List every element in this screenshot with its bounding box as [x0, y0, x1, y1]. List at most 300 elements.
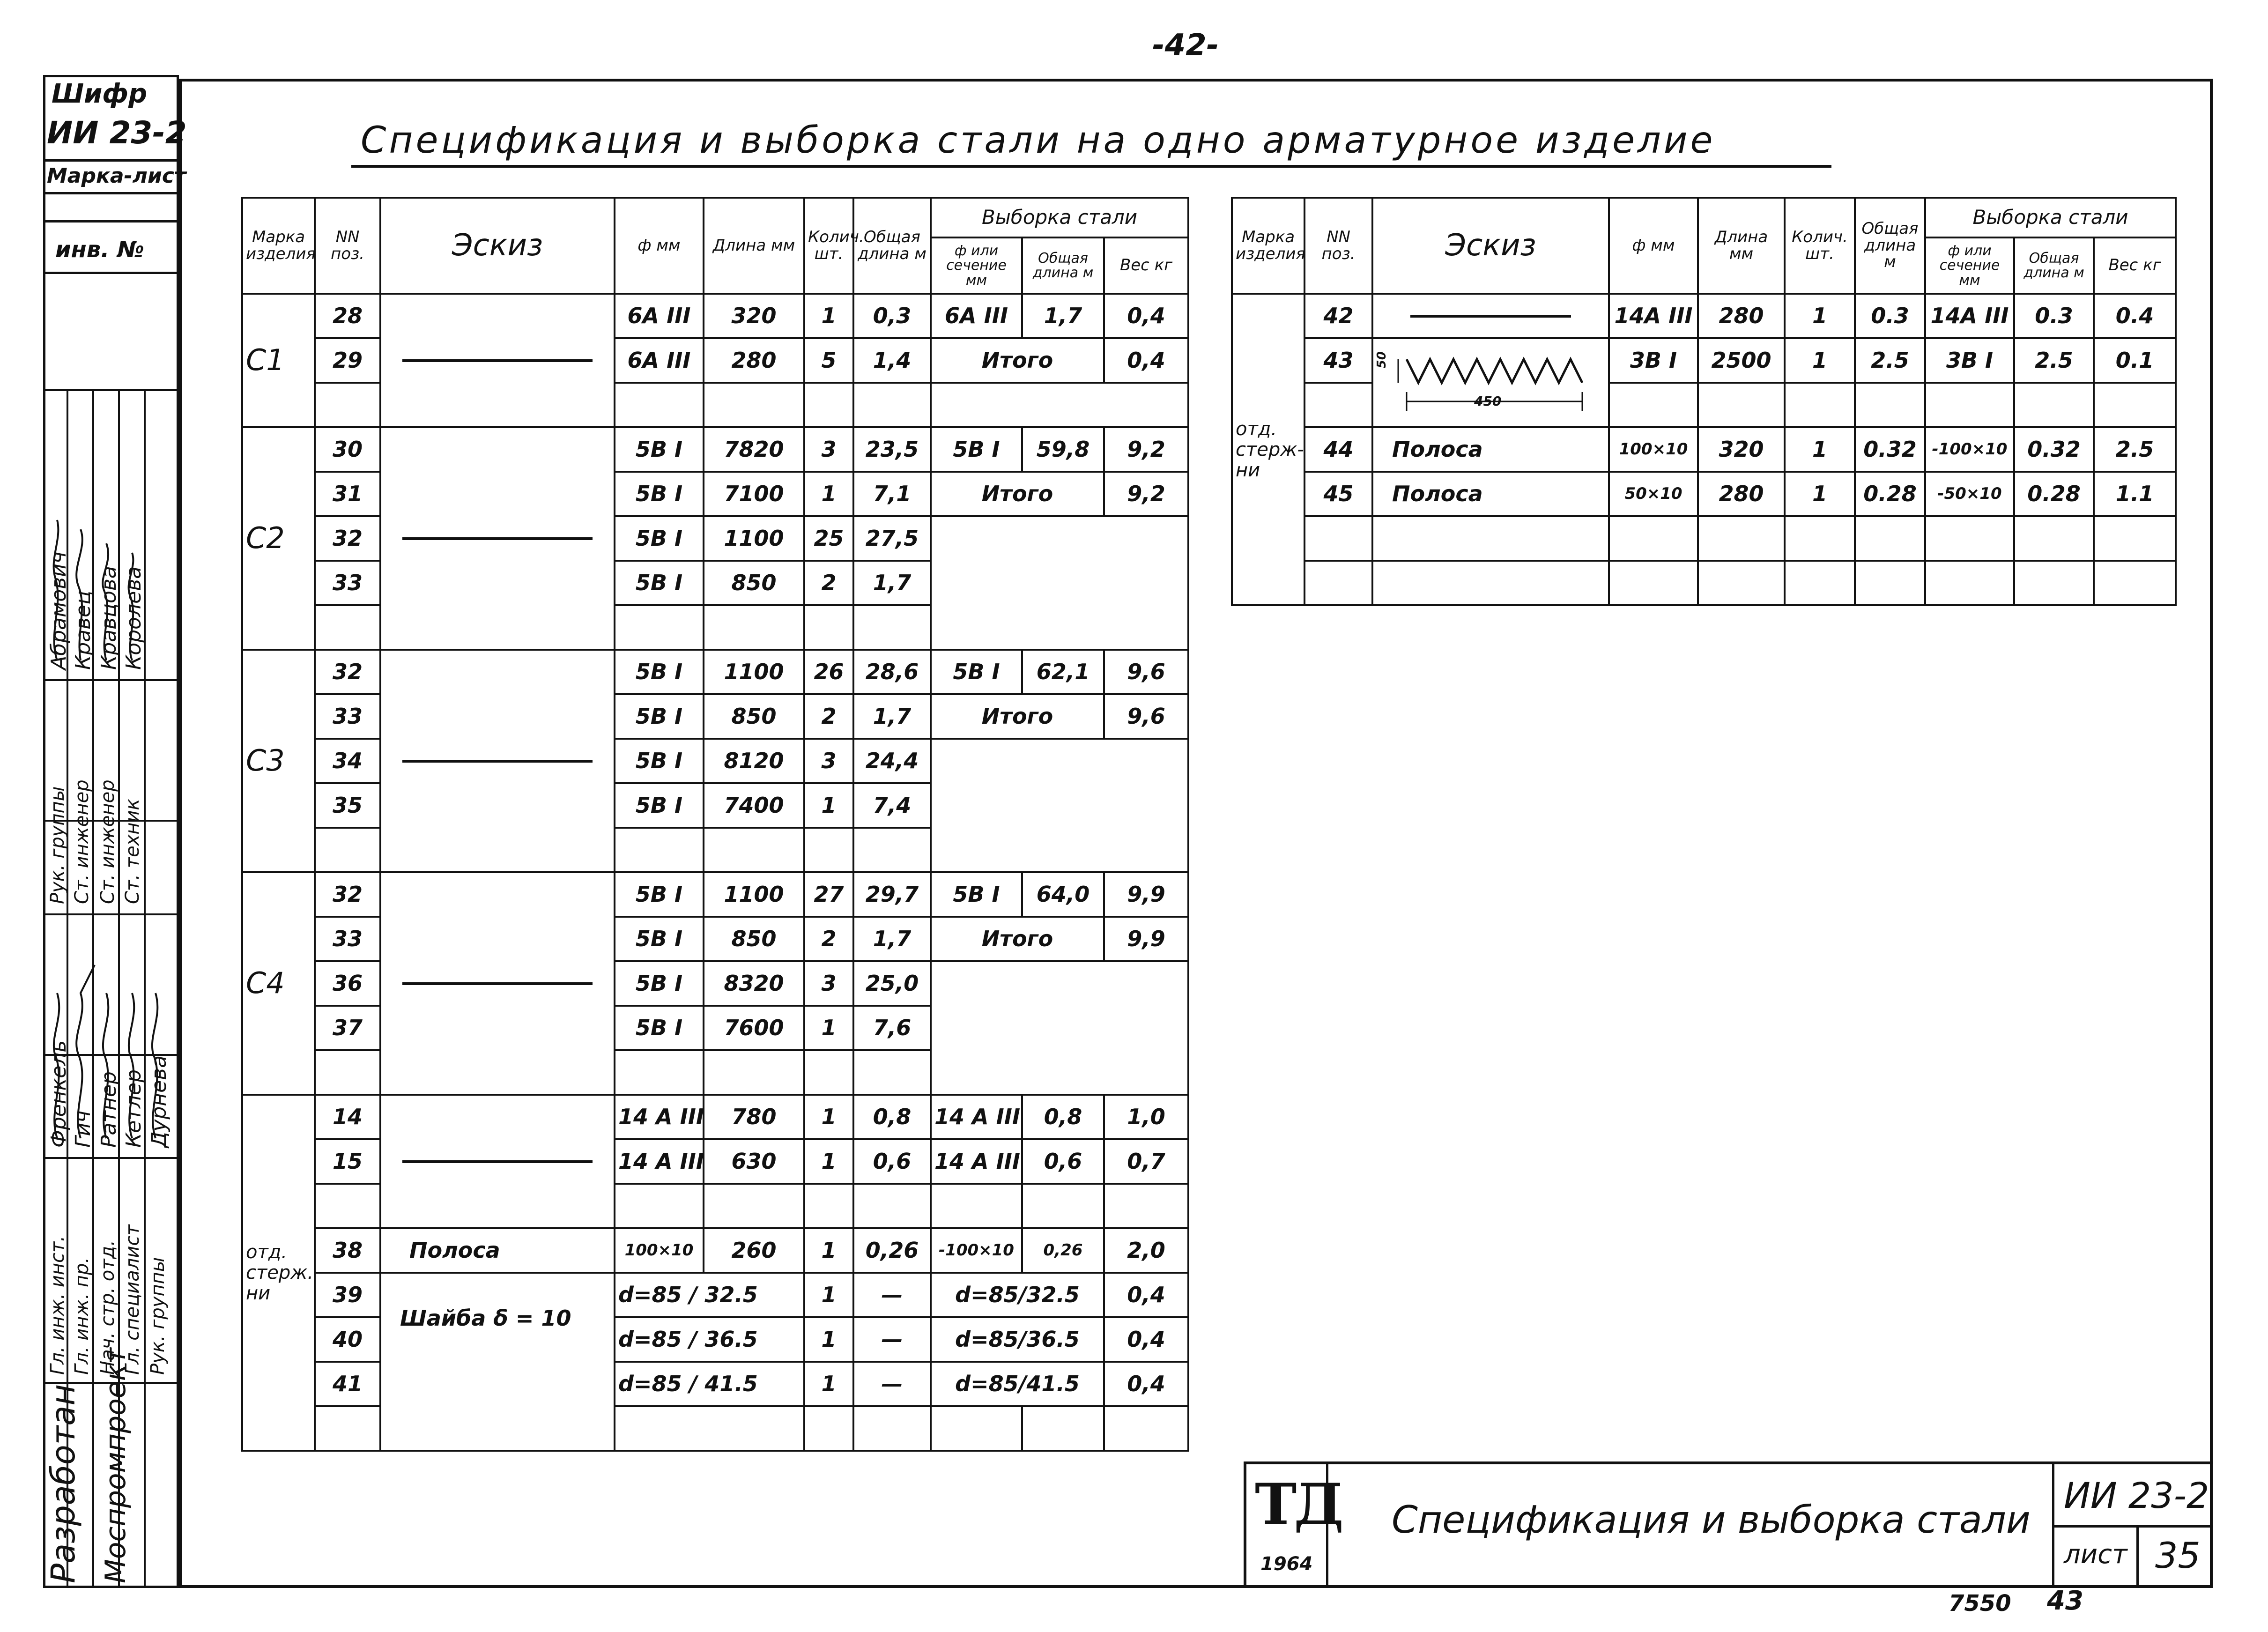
- cell: 2: [804, 561, 853, 605]
- cell: [704, 1050, 804, 1095]
- cell: [2094, 561, 2176, 605]
- cell: 32: [315, 516, 380, 561]
- cell: 2: [804, 917, 853, 961]
- cell: 2: [804, 694, 853, 739]
- stamp-sheet-label: лист: [2064, 1539, 2127, 1570]
- cell: [1104, 1184, 1188, 1228]
- cell: [804, 1184, 853, 1228]
- left-spec-table: [241, 197, 1189, 1452]
- cell: 0,7: [1104, 1139, 1188, 1184]
- header-length: Длина мм: [704, 198, 804, 294]
- header-sel-phi: ф или сечение мм: [931, 237, 1022, 294]
- cell: d=85 / 36.5: [615, 1317, 804, 1362]
- cell: 0.32: [1855, 427, 1925, 472]
- cell: 43: [1304, 338, 1372, 383]
- mark-sheet-label: Марка-лист: [47, 164, 186, 188]
- cell: [315, 1406, 380, 1451]
- page-title: Спецификация и выборка стали на одно арматурное изделие: [361, 119, 1716, 162]
- divider: [43, 159, 179, 162]
- cell: 32: [315, 650, 380, 694]
- cell: [2094, 383, 2176, 427]
- cell: 5В I: [615, 561, 704, 605]
- cell: 39: [315, 1273, 380, 1317]
- cell: 0.28: [1855, 472, 1925, 516]
- cell: 5В I: [615, 872, 704, 917]
- cell: 1: [804, 294, 853, 338]
- cell: 14А III: [1925, 294, 2014, 338]
- stamp-divider: [2136, 1525, 2139, 1588]
- divider: [43, 220, 179, 223]
- cell: 7,1: [853, 472, 931, 516]
- cell: 33: [315, 561, 380, 605]
- cell: 3: [804, 961, 853, 1006]
- cell: [853, 605, 931, 650]
- dimension-label: 450: [1474, 393, 1502, 409]
- cell: [1925, 383, 2014, 427]
- cell: 7,4: [853, 783, 931, 828]
- mark-c1: С1: [242, 294, 315, 427]
- header-sel-total: Общая длина м: [2014, 237, 2094, 294]
- cipher-value: ИИ 23-2: [47, 115, 187, 151]
- cell: -100×10: [1925, 427, 2014, 472]
- name-text: Дурнева: [147, 1055, 171, 1148]
- cell: 5В I: [615, 1006, 704, 1050]
- bar-sketch: [402, 982, 593, 985]
- cell: 27,5: [853, 516, 931, 561]
- mark-c3: С3: [242, 650, 315, 872]
- sketch-cell: [380, 294, 615, 427]
- bar-sketch: [402, 760, 593, 763]
- cell: 7600: [704, 1006, 804, 1050]
- name-text: Кетлер: [122, 1069, 146, 1148]
- name-text: Абрамович: [47, 551, 71, 670]
- divider: [43, 192, 179, 194]
- cell: 25,0: [853, 961, 931, 1006]
- cell: 6А III: [615, 294, 704, 338]
- cell: [853, 828, 931, 872]
- cell: [704, 605, 804, 650]
- cell: 1: [804, 1273, 853, 1317]
- cell: 5В I: [615, 427, 704, 472]
- cell: 9,6: [1104, 694, 1188, 739]
- header-count: Колич. шт.: [1785, 198, 1855, 294]
- cell: 7400: [704, 783, 804, 828]
- cell: [315, 1050, 380, 1095]
- cell: [1372, 516, 1609, 561]
- sketch-cell: [380, 427, 615, 650]
- cell: 44: [1304, 427, 1372, 472]
- header-pos: NN поз.: [315, 198, 380, 294]
- right-spec-table: [1231, 197, 2177, 606]
- stamp-sheet-number: 35: [2155, 1535, 2201, 1576]
- cell: 33: [315, 917, 380, 961]
- cell: 0.1: [2094, 338, 2176, 383]
- cell: 280: [1698, 294, 1785, 338]
- cell: 9,9: [1104, 917, 1188, 961]
- cell: 0.32: [2014, 427, 2094, 472]
- cell: [853, 1406, 931, 1451]
- cell: 0,8: [1022, 1095, 1104, 1139]
- stamp-caption: Спецификация и выборка стали: [1392, 1498, 2031, 1542]
- cell: 0.3: [2014, 294, 2094, 338]
- role-text: Ст. техник: [122, 799, 143, 904]
- sketch-cell: [1372, 338, 1609, 427]
- cell: 25: [804, 516, 853, 561]
- title-stamp: [1244, 1461, 2213, 1588]
- cell: [1855, 516, 1925, 561]
- bar-sketch: [402, 359, 593, 362]
- sketch-label: Шайба δ = 10: [380, 1273, 615, 1451]
- cell: [615, 1184, 704, 1228]
- title-underline: [351, 165, 1831, 168]
- cell: [931, 739, 1188, 872]
- cell: 5В I: [615, 472, 704, 516]
- role-text: Гл. специалист: [122, 1224, 143, 1375]
- cell: 26: [804, 650, 853, 694]
- cell: 1: [1785, 338, 1855, 383]
- cell: 5В I: [931, 427, 1022, 472]
- cell: 24,4: [853, 739, 931, 783]
- stamp-code: ИИ 23-2: [2064, 1475, 2209, 1516]
- inv-label: инв. №: [55, 237, 144, 263]
- cell: [2014, 561, 2094, 605]
- cell: 5В I: [615, 694, 704, 739]
- header-sel-weight: Вес кг: [1104, 237, 1188, 294]
- cell: 37: [315, 1006, 380, 1050]
- cell: [1698, 383, 1785, 427]
- cell: 64,0: [1022, 872, 1104, 917]
- cell: 5В I: [615, 516, 704, 561]
- role-text: Нач. стр. отд.: [97, 1240, 119, 1375]
- cell: 5В I: [615, 917, 704, 961]
- role-text: Гл. инж. инст.: [47, 1235, 68, 1375]
- cell: 1,7: [853, 694, 931, 739]
- header-length: Длина мм: [1698, 198, 1785, 294]
- cell: -50×10: [1925, 472, 2014, 516]
- mark-c4: С4: [242, 872, 315, 1095]
- name-text: Гич: [71, 1110, 95, 1148]
- cell: 1: [804, 1228, 853, 1273]
- cell: [853, 1050, 931, 1095]
- cell: 28: [315, 294, 380, 338]
- cell: 0,26: [1022, 1228, 1104, 1273]
- cell: 6А III: [931, 294, 1022, 338]
- cell: 5В I: [931, 650, 1022, 694]
- cell: 1100: [704, 516, 804, 561]
- cell: 14 А III: [931, 1095, 1022, 1139]
- mark-separate-right: отд. стерж- ни: [1232, 294, 1304, 605]
- cell: 0,6: [853, 1139, 931, 1184]
- stamp-year: 1964: [1260, 1553, 1313, 1575]
- role-text: Ст. инженер: [97, 779, 119, 904]
- cell: 14 А III: [615, 1095, 704, 1139]
- header-selection: Выборка стали: [931, 198, 1188, 237]
- cell: [315, 828, 380, 872]
- bar-sketch: [402, 1160, 593, 1163]
- cell: 0.4: [2094, 294, 2176, 338]
- cell: 14 А III: [931, 1139, 1022, 1184]
- cell: 59,8: [1022, 427, 1104, 472]
- cell: [2014, 383, 2094, 427]
- header-phi: ф мм: [615, 198, 704, 294]
- cell: [1609, 561, 1698, 605]
- cell: [1698, 561, 1785, 605]
- name-text: Кравец: [71, 590, 95, 670]
- cell: 27: [804, 872, 853, 917]
- header-eskiz: Эскиз: [380, 198, 615, 294]
- cell: 0,3: [853, 294, 931, 338]
- cell: 7,6: [853, 1006, 931, 1050]
- cell: [1022, 1184, 1104, 1228]
- cell: 33: [315, 694, 380, 739]
- cell: [704, 1184, 804, 1228]
- cell: [1304, 561, 1372, 605]
- header-total-length: Общая длина м: [1855, 198, 1925, 294]
- side-stamp: [43, 389, 179, 1588]
- cell: [1104, 1406, 1188, 1451]
- cell: [1698, 516, 1785, 561]
- cell: 3: [804, 427, 853, 472]
- cell: 32: [315, 872, 380, 917]
- cell: 5: [804, 338, 853, 383]
- cell: 0,4: [1104, 1273, 1188, 1317]
- sketch-cell: [380, 650, 615, 872]
- name-text: Королева: [122, 566, 146, 670]
- cell: 5В I: [615, 961, 704, 1006]
- cell: 5В I: [615, 739, 704, 783]
- cell: [615, 828, 704, 872]
- cell: 8320: [704, 961, 804, 1006]
- cell: 34: [315, 739, 380, 783]
- org-label: Моспромпроект: [99, 1348, 132, 1583]
- cell: 2.5: [1855, 338, 1925, 383]
- cell: 29: [315, 338, 380, 383]
- cell: 50×10: [1609, 472, 1698, 516]
- cell: 2500: [1698, 338, 1785, 383]
- cell: 850: [704, 694, 804, 739]
- role-text: Ст. инженер: [71, 779, 93, 904]
- cell: d=85 / 41.5: [615, 1362, 804, 1406]
- cell: [1785, 516, 1855, 561]
- cell: 9,9: [1104, 872, 1188, 917]
- cell: 41: [315, 1362, 380, 1406]
- cell: 23,5: [853, 427, 931, 472]
- sketch-label: Полоса: [1372, 472, 1609, 516]
- cell: 1: [804, 1006, 853, 1050]
- footer-number-a: 7550: [1949, 1590, 2011, 1617]
- cell: 1: [1785, 294, 1855, 338]
- cell: [804, 1406, 853, 1451]
- cell: [1609, 383, 1698, 427]
- cell: 0,4: [1104, 338, 1188, 383]
- cell: [1855, 561, 1925, 605]
- bar-sketch: [402, 537, 593, 540]
- cell: 1100: [704, 650, 804, 694]
- cell: 850: [704, 917, 804, 961]
- cell: 9,6: [1104, 650, 1188, 694]
- cell: 320: [1698, 427, 1785, 472]
- cell: [315, 1184, 380, 1228]
- cell: 15: [315, 1139, 380, 1184]
- cell: 1: [1785, 427, 1855, 472]
- cell: 5В I: [615, 650, 704, 694]
- cell: 0,6: [1022, 1139, 1104, 1184]
- header-sel-phi: ф или сечение мм: [1925, 237, 2014, 294]
- cell: [1925, 516, 2014, 561]
- cell: [931, 1184, 1022, 1228]
- cell: [804, 828, 853, 872]
- cell: 0,8: [853, 1095, 931, 1139]
- cell: 100×10: [615, 1228, 704, 1273]
- role-text: Гл. инж. пр.: [71, 1257, 93, 1375]
- stamp-divider: [2052, 1525, 2213, 1528]
- cell: 3: [804, 739, 853, 783]
- cell: 1.1: [2094, 472, 2176, 516]
- header-eskiz: Эскиз: [1372, 198, 1609, 294]
- itogo-cell: Итого: [931, 694, 1104, 739]
- cell: 9,2: [1104, 427, 1188, 472]
- cell: d=85/32.5: [931, 1273, 1104, 1317]
- cell: 100×10: [1609, 427, 1698, 472]
- header-count: Колич. шт.: [804, 198, 853, 294]
- header-marka: Марка изделия: [1232, 198, 1304, 294]
- cell: 0,26: [853, 1228, 931, 1273]
- cell: 1: [804, 1362, 853, 1406]
- header-pos: NN поз.: [1304, 198, 1372, 294]
- cell: 35: [315, 783, 380, 828]
- cell: [315, 605, 380, 650]
- td-logo: ТД: [1255, 1471, 1341, 1537]
- header-marka: Марка изделия: [242, 198, 315, 294]
- dimension-label: 50: [1374, 351, 1389, 369]
- name-text: Кравцова: [97, 566, 121, 670]
- itogo-cell: Итого: [931, 472, 1104, 516]
- cell: 1: [1785, 472, 1855, 516]
- mark-c2: С2: [242, 427, 315, 650]
- cell: 62,1: [1022, 650, 1104, 694]
- cell: 8120: [704, 739, 804, 783]
- cell: 0.28: [2014, 472, 2094, 516]
- itogo-cell: Итого: [931, 917, 1104, 961]
- cell: [804, 383, 853, 427]
- cell: [1304, 516, 1372, 561]
- cell: 1,7: [1022, 294, 1104, 338]
- header-total-length: Общая длина м: [853, 198, 931, 294]
- cell: 850: [704, 561, 804, 605]
- header-sel-weight: Вес кг: [2094, 237, 2176, 294]
- cell: 30: [315, 427, 380, 472]
- cell: [931, 961, 1188, 1095]
- cell: 1: [804, 472, 853, 516]
- cell: 42: [1304, 294, 1372, 338]
- cell: [315, 383, 380, 427]
- sketch-cell: [380, 1095, 615, 1228]
- cell: 1: [804, 1317, 853, 1362]
- cell: 0,4: [1104, 294, 1188, 338]
- cell: [931, 383, 1188, 427]
- cell: [1785, 383, 1855, 427]
- cell: [704, 383, 804, 427]
- cell: [1304, 383, 1372, 427]
- name-text: Френкель: [47, 1040, 71, 1148]
- cell: 1,4: [853, 338, 931, 383]
- cell: —: [853, 1273, 931, 1317]
- cell: 6А III: [615, 338, 704, 383]
- cell: 7100: [704, 472, 804, 516]
- cell: [704, 828, 804, 872]
- cell: 1,7: [853, 561, 931, 605]
- cell: 780: [704, 1095, 804, 1139]
- cell: —: [853, 1362, 931, 1406]
- cell: [804, 1050, 853, 1095]
- cell: [1785, 561, 1855, 605]
- sketch-cell: [1372, 294, 1609, 338]
- cell: 0,4: [1104, 1362, 1188, 1406]
- sketch-cell: [380, 872, 615, 1095]
- cell: 29,7: [853, 872, 931, 917]
- cell: [1609, 516, 1698, 561]
- cell: [1855, 383, 1925, 427]
- itogo-cell: Итого: [931, 338, 1104, 383]
- cell: 1,0: [1104, 1095, 1188, 1139]
- cell: 2.5: [2014, 338, 2094, 383]
- cell: 31: [315, 472, 380, 516]
- cell: [1022, 1406, 1104, 1451]
- cell: 28,6: [853, 650, 931, 694]
- role-text: Рук. группы: [47, 786, 68, 904]
- cell: 2,0: [1104, 1228, 1188, 1273]
- cell: [931, 1406, 1022, 1451]
- cell: d=85 / 32.5: [615, 1273, 804, 1317]
- sketch-label: Полоса: [380, 1228, 615, 1273]
- cell: [615, 605, 704, 650]
- cell: [2094, 516, 2176, 561]
- header-selection: Выборка стали: [1925, 198, 2176, 237]
- cell: 45: [1304, 472, 1372, 516]
- cell: d=85/41.5: [931, 1362, 1104, 1406]
- cell: 5В I: [615, 783, 704, 828]
- developed-label: Разработан: [44, 1384, 82, 1583]
- cell: [804, 605, 853, 650]
- cell: 1: [804, 1095, 853, 1139]
- cell: 14 А III: [615, 1139, 704, 1184]
- cell: [615, 1406, 804, 1451]
- cell: 7820: [704, 427, 804, 472]
- sketch-label: Полоса: [1372, 427, 1609, 472]
- cell: 38: [315, 1228, 380, 1273]
- cell: —: [853, 1317, 931, 1362]
- name-text: Ратнер: [97, 1071, 121, 1148]
- cell: 3В I: [1609, 338, 1698, 383]
- cell: 630: [704, 1139, 804, 1184]
- header-phi: ф мм: [1609, 198, 1698, 294]
- cell: [931, 516, 1188, 650]
- cell: 3В I: [1925, 338, 2014, 383]
- cell: -100×10: [931, 1228, 1022, 1273]
- cell: d=85/36.5: [931, 1317, 1104, 1362]
- cell: 9,2: [1104, 472, 1188, 516]
- cell: [615, 1050, 704, 1095]
- cell: 5В I: [931, 872, 1022, 917]
- cell: 1100: [704, 872, 804, 917]
- cell: 1,7: [853, 917, 931, 961]
- cell: 320: [704, 294, 804, 338]
- header-sel-total: Общая длина м: [1022, 237, 1104, 294]
- cell: 14: [315, 1095, 380, 1139]
- cell: 36: [315, 961, 380, 1006]
- cell: 280: [704, 338, 804, 383]
- page-number: -42-: [1152, 28, 1219, 63]
